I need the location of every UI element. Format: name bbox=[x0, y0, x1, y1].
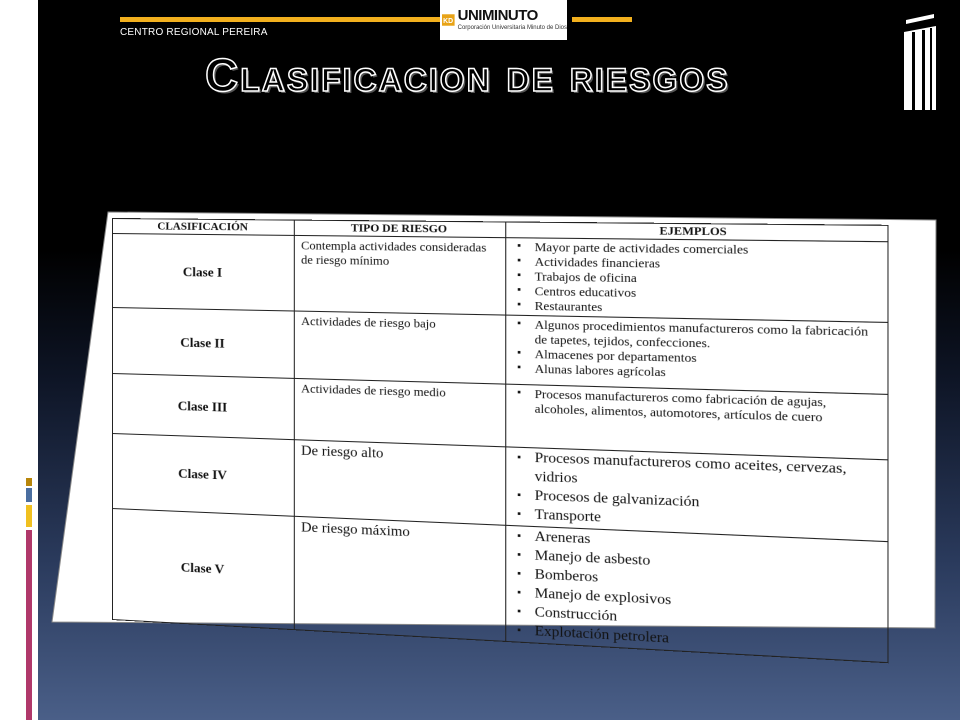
logo-name: UNIMINUTO bbox=[457, 7, 538, 24]
left-margin-strip bbox=[0, 0, 38, 720]
list-item: ▪ Transporte bbox=[535, 506, 883, 540]
clase-cell: Clase III bbox=[112, 374, 294, 440]
list-item: ▪ Procesos manufactureros como fabricación de agujas, alcoholes, alimentos, automotores, artículos de cuero bbox=[535, 386, 883, 426]
list-item: ▪ Mayor parte de actividades comerciales bbox=[535, 240, 883, 259]
list-item: ▪ Algunos procedimientos manufactureros como la fabricación de tapetes, tejidos, confecciones. bbox=[535, 317, 883, 354]
list-item: ▪ Procesos de galvanización bbox=[535, 487, 883, 520]
accent-bar-2 bbox=[26, 488, 32, 502]
tipo-riesgo-cell: Contempla actividades consideradas de riesgo mínimo bbox=[294, 235, 505, 315]
list-item: ▪ Alunas labores agrícolas bbox=[535, 361, 883, 385]
clase-cell: Clase V bbox=[112, 509, 294, 630]
scanned-table-frame bbox=[48, 208, 940, 630]
tipo-riesgo-cell: Actividades de riesgo bajo bbox=[294, 311, 505, 384]
list-item: ▪ Restaurantes bbox=[535, 298, 883, 319]
col-header-clasificacion: CLASIFICACIÓN bbox=[112, 219, 294, 236]
accent-bar-4 bbox=[26, 530, 32, 720]
list-item: ▪ Actividades financieras bbox=[535, 254, 883, 274]
list-item: ▪ Trabajos de oficina bbox=[535, 269, 883, 289]
list-item: ▪ Procesos manufactureros como aceites, cervezas, vidrios bbox=[535, 449, 883, 500]
list-item: ▪ Construcción bbox=[535, 604, 883, 641]
col-header-tipo: TIPO DE RIESGO bbox=[294, 220, 505, 238]
center-regional-label: CENTRO REGIONAL PEREIRA bbox=[120, 27, 268, 38]
list-item: ▪ Almacenes por departamentos bbox=[535, 347, 883, 370]
logo-mark-icon bbox=[442, 6, 455, 34]
list-item: ▪ Manejo de explosivos bbox=[535, 585, 883, 622]
list-item: ▪ Explotación petrolera bbox=[535, 623, 883, 661]
clase-cell: Clase I bbox=[112, 234, 294, 312]
svg-text:KD: KD bbox=[443, 17, 454, 25]
list-item: ▪ Manejo de asbesto bbox=[535, 547, 883, 582]
tipo-riesgo-cell: De riesgo máximo bbox=[294, 516, 505, 641]
slide-title: Clasificacion de riesgos bbox=[205, 49, 730, 101]
clase-cell: Clase II bbox=[112, 308, 294, 379]
list-item: ▪ Areneras bbox=[535, 528, 883, 563]
uniminuto-logo bbox=[440, 0, 567, 40]
logo-subtitle: Corporación Universitaria Minuto de Dios bbox=[457, 25, 567, 31]
decorative-bars-icon bbox=[902, 12, 938, 112]
col-header-ejemplos: EJEMPLOS bbox=[506, 222, 888, 242]
header-rule-left bbox=[120, 17, 442, 22]
accent-bar-1 bbox=[26, 478, 32, 486]
list-item: ▪ Centros educativos bbox=[535, 284, 883, 305]
tipo-riesgo-cell: De riesgo alto bbox=[294, 440, 505, 526]
accent-bar-3 bbox=[26, 505, 32, 527]
list-item: ▪ Bomberos bbox=[535, 566, 883, 602]
tipo-riesgo-cell: Actividades de riesgo medio bbox=[294, 378, 505, 446]
clase-cell: Clase IV bbox=[112, 434, 294, 517]
header-rule-right bbox=[572, 17, 632, 22]
